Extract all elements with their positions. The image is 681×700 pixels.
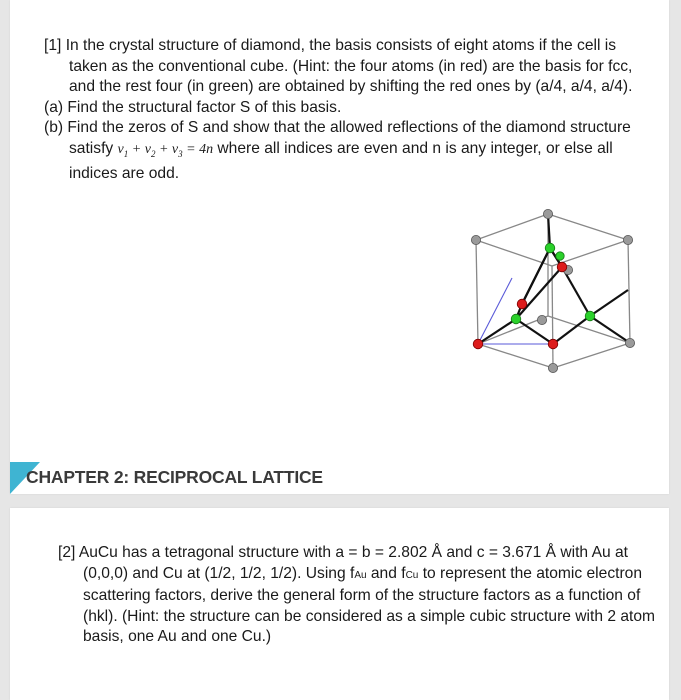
blue-reference-lines (478, 278, 552, 344)
problem-2-card (10, 508, 669, 700)
problem-1-card (10, 0, 669, 494)
problem-1-part-b (44, 118, 644, 185)
part-b-text-after: where all indices are even and n is any integer, or else all indices are odd. (69, 139, 613, 183)
part-b-label: (b) (44, 119, 64, 137)
reflection-condition-equation: $v_1 + v_2 + v_3 = 4n$ (117, 141, 214, 159)
f-au-subscript: Au (354, 569, 367, 581)
part-a-label: (a) (44, 98, 64, 116)
problem-1-body: In the crystal structure of diamond, the basis consists of eight atoms if the cell is taken as the conventional cube. (Hint: the four atoms (in red) are the basis for fcc, and the rest four (in green) are obtained by shifting the red ones by (a/4, a/4, a/4). (65, 37, 633, 96)
problem-1-text (44, 36, 644, 185)
diamond-structure-figure (462, 204, 640, 376)
f-cu-subscript: Cu (405, 569, 419, 581)
part-b-text-before: Find the zeros of S and show that the allowed reflections of the diamond structure satisfy (67, 119, 631, 157)
chapter-title: CHAPTER 2: RECIPROCAL LATTICE (26, 467, 323, 487)
problem-2-text: [2] AuCu has a tetragonal structure with a = b = 2.802 Å and c = 3.671 Å with Au at (0,0,0) and Cu at (1/2, 1/2, 1/2). Using fAu and fCu to represent the atomic electron scattering factors, derive the general form of the structure factors as a function of (hkl). (Hint: the structure can be considered as a simple cubic structure with 2 atom basis, one Au and one Cu.) (58, 544, 656, 646)
problem-1-statement (44, 36, 644, 98)
problem-1-part-a (44, 98, 644, 119)
chapter-banner (10, 462, 669, 496)
problem-1-number: [1] (44, 37, 62, 54)
part-a-text: Find the structural factor S of this basis. (67, 98, 342, 116)
problem-2-number: [2] (58, 544, 76, 561)
